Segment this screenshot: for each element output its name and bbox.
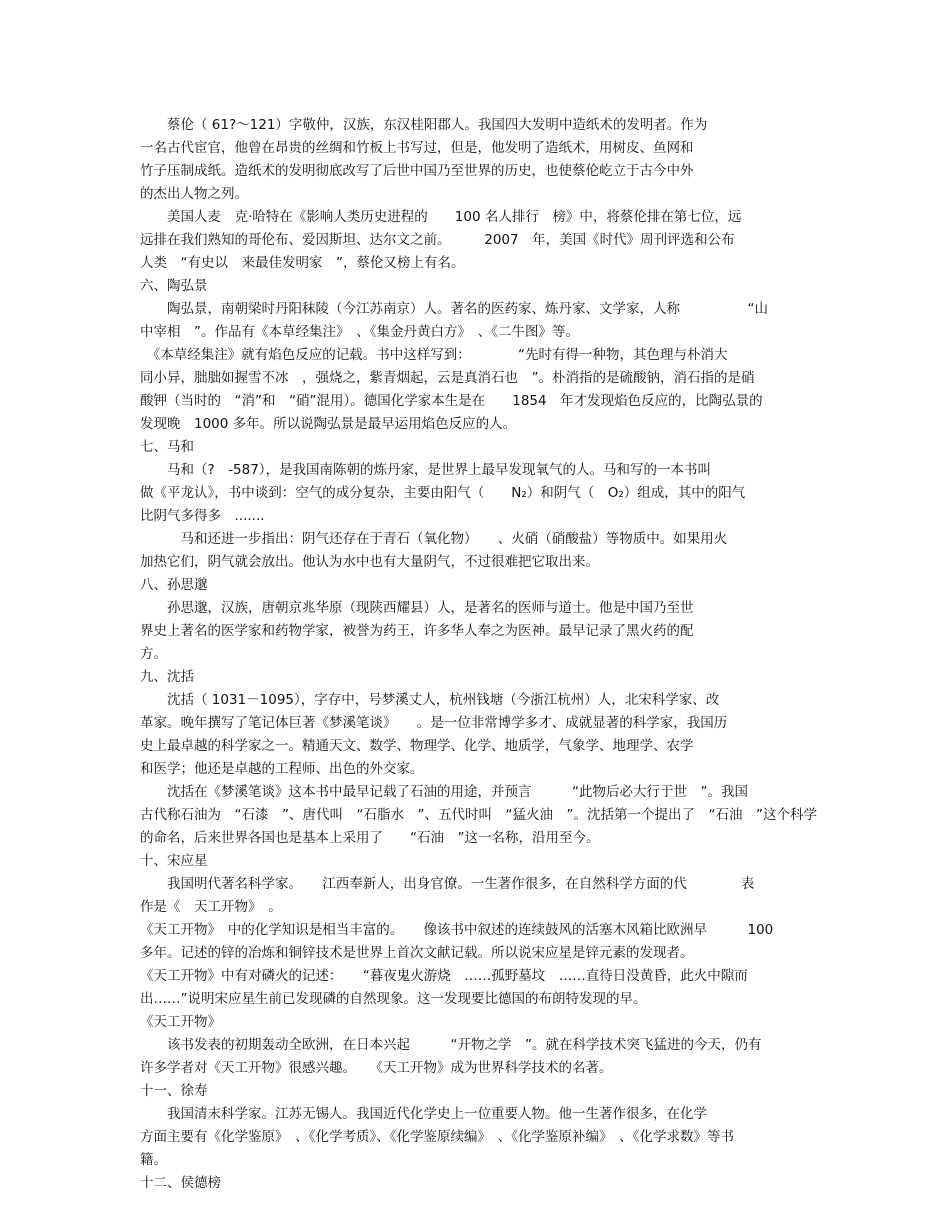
paragraph-line: 做《平龙认》，书中谈到：空气的成分复杂，主要由阳气（ N₂）和阴气（ O₂）组成，其中的阳气: [140, 485, 746, 501]
paragraph-line: 出……”说明宋应星生前已发现磷的自然现象。这一发现要比德国的布朗特发现的早。: [140, 991, 647, 1007]
paragraph-line: 美国人麦 克·哈特在《影响人类历史进程的 100 名人排行 榜》中，将蔡伦排在第七位，远: [140, 209, 742, 225]
paragraph-line: 方面主要有《化学鉴原》 、《化学考质》、《化学鉴原续编》 、《化学鉴原补编》 、《化学求数》等书: [140, 1129, 734, 1145]
paragraph-line: 《本草经集注》就有焰色反应的记载。书中这样写到： “先时有得一种物，其色理与朴消大: [140, 347, 728, 363]
paragraph-line: 沈括（ 1031－1095），字存中，号梦溪丈人，杭州钱塘（今浙江杭州）人，北宋科学家、改: [140, 692, 720, 708]
paragraph-line: 马和还进一步指出：阴气还存在于青石（氧化物） 、火硝（硝酸盐）等物质中。如果用火: [140, 531, 728, 547]
paragraph-line: 方。: [140, 646, 167, 662]
section-heading: 八、孙思邈: [140, 577, 208, 593]
section-heading: 七、马和: [140, 439, 194, 455]
section-heading: 六、陶弘景: [140, 278, 208, 294]
paragraph-line: 的杰出人物之列。: [140, 186, 248, 202]
paragraph-line: 远排在我们熟知的哥伦布、爱因斯坦、达尔文之前。 2007 年，美国《时代》周刊评选和公布: [140, 232, 735, 248]
paragraph-line: 加热它们，阴气就会放出。他认为水中也有大量阴气，不过很难把它取出来。: [140, 554, 599, 570]
paragraph-line: 界史上著名的医学家和药物学家，被誉为药王，许多华人奉之为医神。最早记录了黑火药的配: [140, 623, 694, 639]
paragraph-line: 我国清末科学家。江苏无锡人。我国近代化学史上一位重要人物。他一生著作很多，在化学: [140, 1106, 707, 1122]
paragraph-line: 我国明代著名科学家。 江西奉新人，出身官僚。一生著作很多，在自然科学方面的代 表: [140, 876, 755, 892]
paragraph-line: 许多学者对《天工开物》很感兴趣。 《天工开物》成为世界科学技术的名著。: [140, 1060, 613, 1076]
paragraph-line: 史上最卓越的科学家之一。精通天文、数学、物理学、化学、地质学，气象学、地理学、农学: [140, 738, 694, 754]
section-heading: 十二、侯德榜: [140, 1175, 221, 1191]
paragraph-line: 蔡伦（ 61?～121）字敬仲，汉族，东汉桂阳郡人。我国四大发明中造纸术的发明者。作为: [140, 117, 708, 133]
paragraph-line: 古代称石油为 “石漆 ”、唐代叫 “石脂水 ”、五代时叫 “猛火油 ”。沈括第一个提出了 “石油 ”这个科学: [140, 807, 817, 823]
paragraph-line: 酸钾（当时的 “消”和 “硝”混用）。德国化学家本生是在 1854 年才发现焰色反应的，比陶弘景的: [140, 393, 763, 409]
paragraph-line: 竹子压制成纸。造纸术的发明彻底改写了后世中国乃至世界的历史，也使蔡伦屹立于古今中外: [140, 163, 694, 179]
paragraph-line: 的命名，后来世界各国也是基本上采用了 “石油 ”这一名称，沿用至今。: [140, 830, 600, 846]
paragraph-line: 和医学；他还是卓越的工程师、出色的外交家。: [140, 761, 424, 777]
section-heading: 十、宋应星: [140, 853, 208, 869]
paragraph-line: 发现晚 1000 多年。所以说陶弘景是最早运用焰色反应的人。: [140, 416, 517, 432]
section-heading: 十一、徐寿: [140, 1083, 208, 1099]
paragraph-line: 陶弘景，南朝梁时丹阳秣陵（今江苏南京）人。著名的医药家、炼丹家、文学家，人称 “山: [140, 301, 768, 317]
paragraph-line: 沈括在《梦溪笔谈》这本书中最早记载了石油的用途，并预言 “此物后必大行于世 ”。我国: [140, 784, 748, 800]
paragraph-line: 人类 “有史以 来最佳发明家 ”，蔡伦又榜上有名。: [140, 255, 465, 271]
paragraph-line: 一名古代宦官，他曾在昂贵的丝绸和竹板上书写过，但是，他发明了造纸术，用树皮、鱼网和: [140, 140, 694, 156]
paragraph-line: 马和（? -587），是我国南陈朝的炼丹家，是世界上最早发现氧气的人。马和写的一本书叫: [140, 462, 712, 478]
paragraph-line: 《天工开物》: [140, 1014, 221, 1030]
paragraph-line: 作是《 天工开物》 。: [140, 899, 282, 915]
paragraph-line: 籍。: [140, 1152, 167, 1168]
paragraph-line: 孙思邈，汉族，唐朝京兆华原（现陕西耀县）人，是著名的医师与道士。他是中国乃至世: [140, 600, 694, 616]
paragraph-line: 该书发表的初期轰动全欧洲，在日本兴起 “开物之学 ”。就在科学技术突飞猛进的今天，仍有: [140, 1037, 762, 1053]
paragraph-line: 革家。晚年撰写了笔记体巨著《梦溪笔谈》 。是一位非常博学多才、成就显著的科学家，我国历: [140, 715, 728, 731]
section-heading: 九、沈括: [140, 669, 194, 685]
paragraph-line: 中宰相 ”。作品有《本草经集注》 、《集金丹黄白方》 、《二牛图》等。: [140, 324, 579, 340]
paragraph-line: 同小异，朏朏如握雪不冰 ，强烧之，紫青烟起，云是真消石也 ”。朴消指的是硫酸钠，消石指的是硝: [140, 370, 755, 386]
paragraph-line: 多年。记述的锌的冶炼和铜锌技术是世界上首次文献记载。所以说宋应星是锌元素的发现者。: [140, 945, 694, 961]
paragraph-line: 《天工开物》中有对磷火的记述： “暮夜鬼火游烧 ……孤野墓坟 ……直待日没黄昏，此火中隙而: [140, 968, 748, 984]
paragraph-line: 《天工开物》 中的化学知识是相当丰富的。 像该书中叙述的连续鼓风的活塞木风箱比欧洲早 100: [140, 922, 774, 938]
paragraph-line: 比阴气多得多 .......: [140, 508, 265, 524]
